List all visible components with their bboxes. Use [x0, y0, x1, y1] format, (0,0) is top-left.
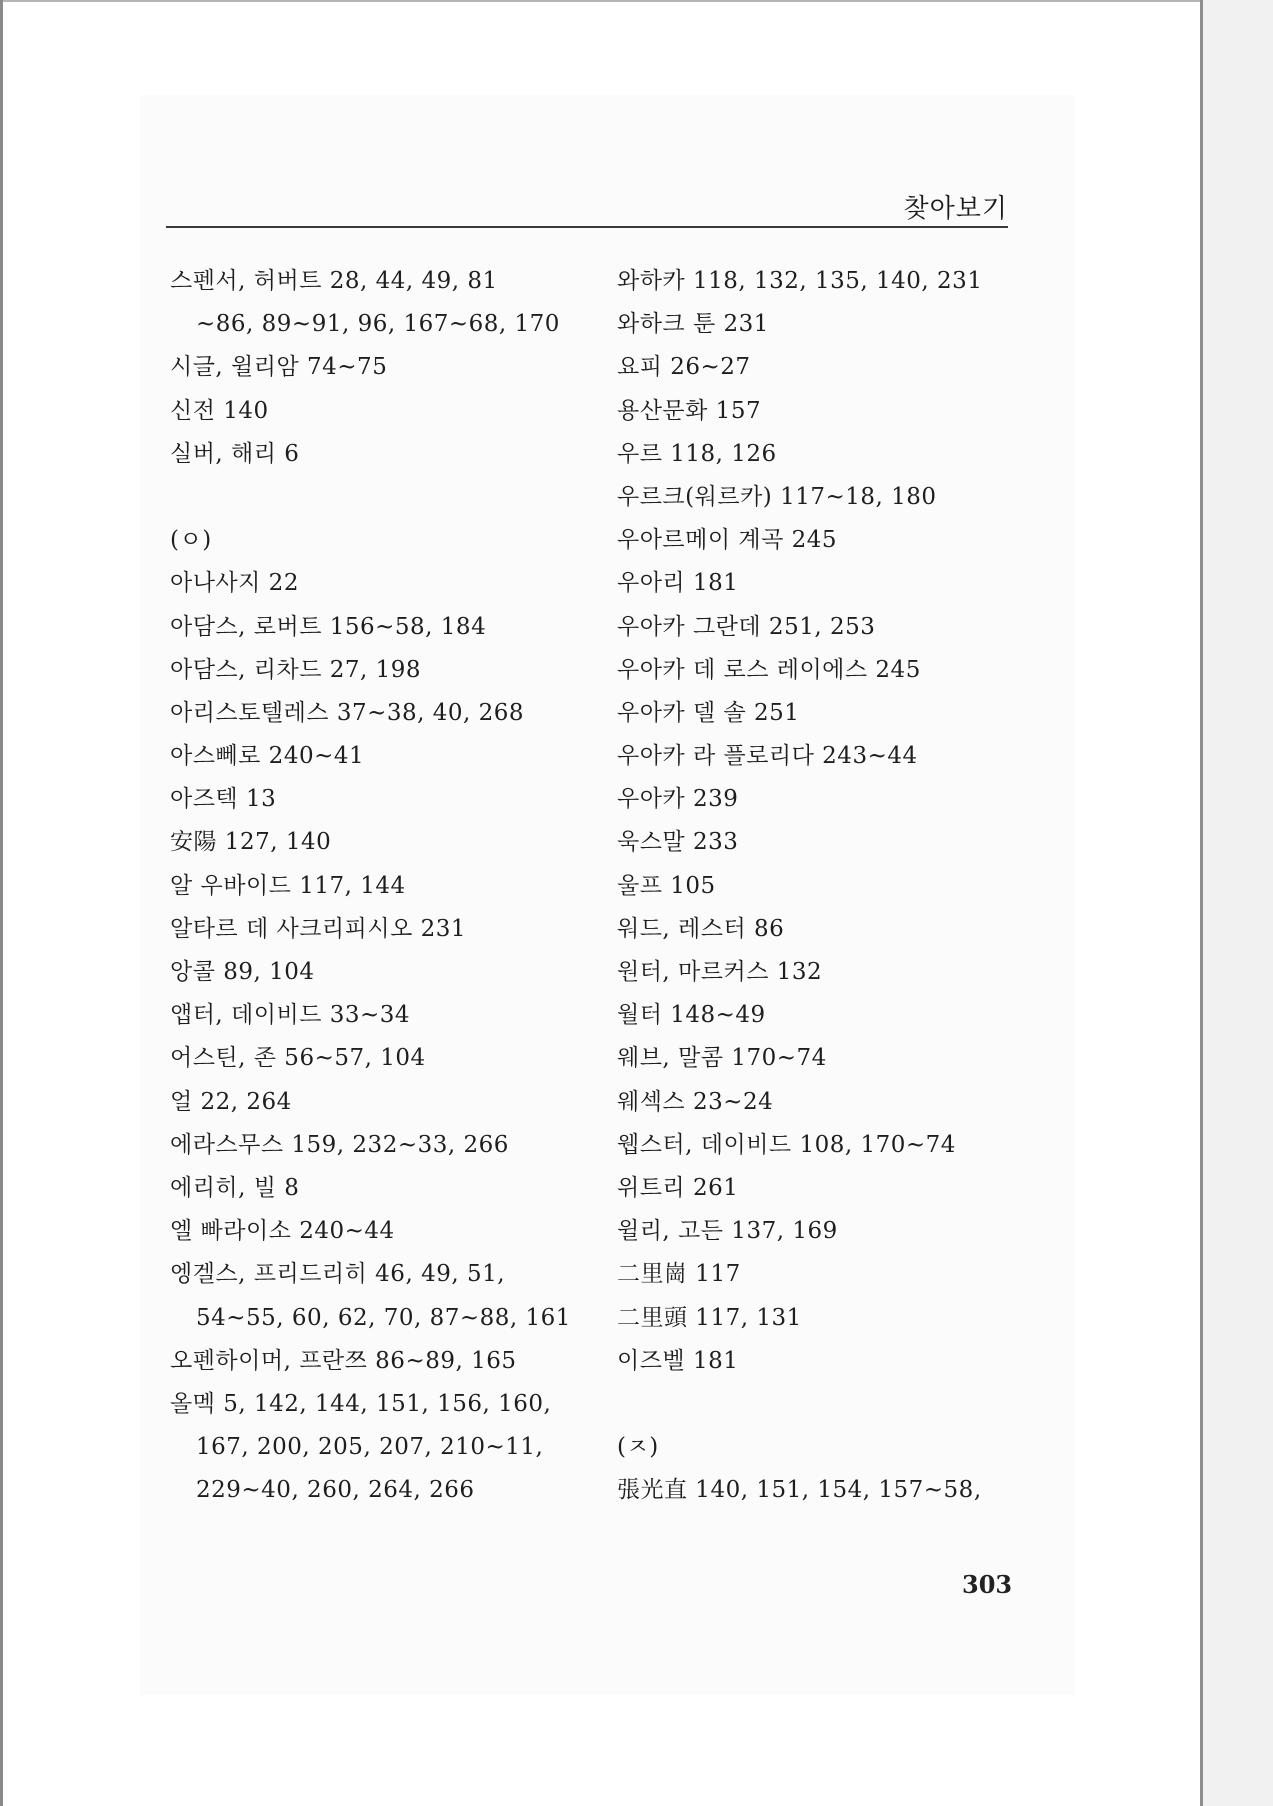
- index-entry: 安陽 127, 140: [170, 829, 332, 856]
- index-entry: 우아리 181: [617, 570, 739, 597]
- index-entry: 어스틴, 존 56~57, 104: [170, 1045, 426, 1072]
- index-column-right: [617, 260, 1057, 1512]
- index-entry: 아스뻬로 240~41: [170, 743, 365, 770]
- index-entry: 엘 빠라이소 240~44: [170, 1218, 395, 1245]
- index-entry: 우아카 라 플로리다 243~44: [617, 743, 918, 770]
- index-entry: 올멕 5, 142, 144, 151, 156, 160,: [170, 1390, 552, 1417]
- page-number: 303: [962, 1570, 1013, 1599]
- index-entry-continuation: 54~55, 60, 62, 70, 87~88, 161: [196, 1304, 571, 1331]
- index-entry: 위트리 261: [617, 1174, 739, 1201]
- index-entry: 용산문화 157: [617, 397, 762, 424]
- index-entry: 二里頭 117, 131: [617, 1304, 802, 1331]
- index-entry: 웨브, 말콤 170~74: [617, 1045, 827, 1072]
- page-frame-top: [0, 0, 1205, 2]
- index-entry: 웨섹스 23~24: [617, 1088, 774, 1115]
- section-heading: (ㅈ): [617, 1434, 659, 1461]
- index-entry: 우아르메이 계곡 245: [617, 527, 838, 554]
- index-entry: 우르크(워르카) 117~18, 180: [617, 483, 937, 510]
- index-entry: 와하크 툰 231: [617, 311, 769, 338]
- index-entry: 엥겔스, 프리드리히 46, 49, 51,: [170, 1261, 506, 1288]
- index-entry-continuation: 229~40, 260, 264, 266: [196, 1477, 475, 1504]
- index-column-left: [170, 260, 600, 1512]
- index-entry: 張光直 140, 151, 154, 157~58,: [617, 1477, 982, 1504]
- index-entry: 이즈벨 181: [617, 1347, 739, 1374]
- index-entry: 윌리, 고든 137, 169: [617, 1218, 838, 1245]
- index-entry: 울프 105: [617, 872, 716, 899]
- index-entry: 앙콜 89, 104: [170, 959, 315, 985]
- index-entry-continuation: 167, 200, 205, 207, 210~11,: [196, 1434, 544, 1461]
- index-entry-continuation: ~86, 89~91, 96, 167~68, 170: [196, 311, 560, 338]
- index-entry: 아즈텍 13: [170, 786, 277, 813]
- index-entry: 에라스무스 159, 232~33, 266: [170, 1131, 509, 1158]
- index-entry: 신전 140: [170, 397, 269, 424]
- index-entry: 아리스토텔레스 37~38, 40, 268: [170, 699, 525, 726]
- section-spacer: [617, 1383, 1057, 1426]
- index-entry: 우르 118, 126: [617, 440, 777, 467]
- index-entry: 우아카 델 솔 251: [617, 699, 800, 726]
- index-entry: 오펜하이머, 프란쯔 86~89, 165: [170, 1347, 517, 1374]
- index-entry: 아담스, 리차드 27, 198: [170, 656, 422, 683]
- index-entry: 알타르 데 사크리피시오 231: [170, 915, 467, 942]
- index-entry: 스펜서, 허버트 28, 44, 49, 81: [170, 268, 498, 294]
- index-entry: 얼 22, 264: [170, 1088, 292, 1115]
- index-entry: 시글, 윌리암 74~75: [170, 354, 388, 381]
- index-entry: 앱터, 데이비드 33~34: [170, 1002, 411, 1029]
- index-entry: 와하카 118, 132, 135, 140, 231: [617, 268, 983, 294]
- index-entry: 요피 26~27: [617, 354, 751, 381]
- running-head: 찾아보기: [903, 194, 1008, 224]
- page-edge: [1200, 0, 1203, 1806]
- section-heading: (ㅇ): [170, 527, 212, 554]
- header-rule: [166, 226, 1008, 228]
- section-spacer: [170, 476, 600, 519]
- index-entry: 욱스말 233: [617, 829, 739, 856]
- index-entry: 우아카 데 로스 레이에스 245: [617, 656, 921, 683]
- index-entry: 우아카 그란데 251, 253: [617, 613, 876, 640]
- index-entry: 웹스터, 데이비드 108, 170~74: [617, 1131, 956, 1158]
- index-entry: 알 우바이드 117, 144: [170, 872, 406, 899]
- index-entry: 에리히, 빌 8: [170, 1174, 300, 1201]
- index-entry: 월터 148~49: [617, 1002, 766, 1029]
- index-entry: 원터, 마르커스 132: [617, 959, 823, 985]
- page-frame-left: [0, 0, 3, 1806]
- index-entry: 워드, 레스터 86: [617, 915, 785, 942]
- index-entry: 아나사지 22: [170, 570, 299, 597]
- index-entry: 우아카 239: [617, 786, 739, 813]
- index-entry: 실버, 해리 6: [170, 440, 300, 467]
- index-entry: 二里崗 117: [617, 1261, 741, 1288]
- index-entry: 아담스, 로버트 156~58, 184: [170, 613, 487, 640]
- viewer-margin: [1202, 0, 1273, 1806]
